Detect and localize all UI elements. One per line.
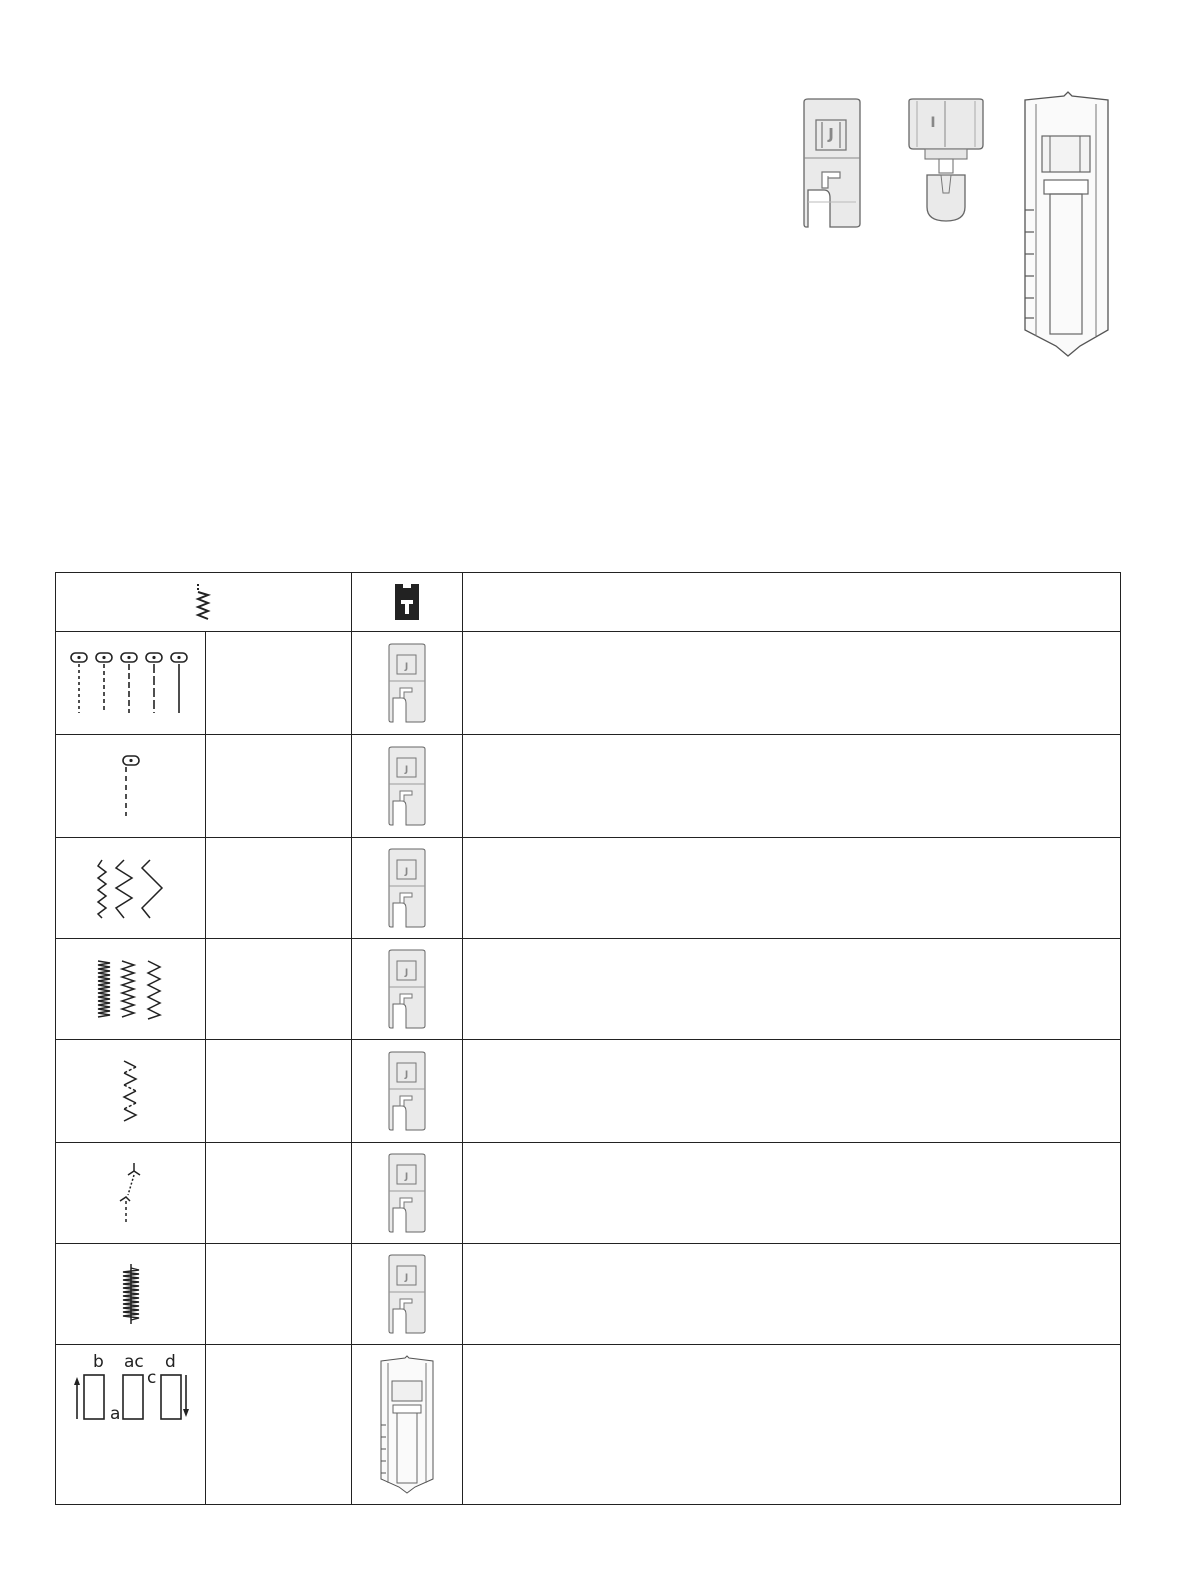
stitch-description [463, 975, 491, 1007]
description-cell [463, 735, 1121, 838]
step-label-a: a [109, 1404, 120, 1424]
presser-foot-j-icon [387, 746, 427, 826]
foot-letter: J [404, 867, 409, 877]
table-row [56, 939, 1121, 1040]
header-foot-cell [352, 573, 463, 632]
description-cell [463, 1040, 1121, 1143]
presser-foot-j-icon [387, 1254, 427, 1334]
stitch-icon-cell [56, 1040, 206, 1143]
buttonhole-foot-icon [377, 1355, 437, 1495]
buttonhole-foot-icon [1020, 90, 1112, 360]
stitch-name [206, 1077, 226, 1109]
foot-cell [352, 632, 463, 735]
step-label-c: c [146, 1368, 156, 1388]
presser-foot-j-icon [387, 643, 427, 723]
stitch-name-cell [206, 939, 352, 1040]
description-cell [463, 1244, 1121, 1345]
stitch-name-cell [206, 838, 352, 939]
table-row [56, 1143, 1121, 1244]
stitch-icon-cell [56, 632, 206, 735]
stitch-name-cell [206, 1143, 352, 1244]
foot-cell [352, 1143, 463, 1244]
blind-hem-stitch-icon [116, 1161, 146, 1225]
stitch-name [206, 1280, 226, 1312]
stitch-name-cell [206, 632, 352, 735]
presser-feet-illustrations [0, 0, 1191, 380]
stitch-description [463, 1077, 491, 1109]
presser-foot-i-icon [905, 97, 987, 225]
table-header-row [56, 573, 1121, 632]
stitch-name-cell [206, 1244, 352, 1345]
foot-cell [352, 939, 463, 1040]
stitch-icon-cell [56, 1345, 206, 1505]
stitch-description [463, 874, 491, 906]
foot-letter: J [404, 1172, 409, 1182]
description-cell [463, 939, 1121, 1040]
presser-foot-j-icon [387, 1153, 427, 1233]
header-stitch-cell [56, 573, 352, 632]
multi-step-zigzag-icon [116, 1059, 146, 1123]
table-row [56, 838, 1121, 939]
foot-cell [352, 1345, 463, 1505]
triple-straight-stitch-icon [119, 754, 143, 818]
stitch-table [55, 572, 1121, 1505]
stitch-name [206, 1410, 226, 1442]
stitch-name-cell [206, 735, 352, 838]
overcast-stitch-icon [116, 1262, 146, 1326]
stitch-description [463, 669, 491, 701]
stitch-name [206, 874, 226, 906]
stitch-description [463, 1280, 491, 1312]
presser-foot-icon [393, 582, 421, 622]
step-label-ac: ac [123, 1353, 144, 1372]
foot-letter: J [828, 125, 834, 143]
description-cell [463, 838, 1121, 939]
presser-foot-j-icon [387, 848, 427, 928]
presser-foot-j-icon [800, 98, 864, 230]
foot-cell [352, 1244, 463, 1345]
foot-cell [352, 735, 463, 838]
stitch-name [206, 975, 226, 1007]
stitch-name-cell [206, 1345, 352, 1505]
foot-letter: I [930, 115, 936, 131]
stitch-name [206, 669, 226, 701]
description-cell [463, 632, 1121, 735]
presser-foot-j-icon [387, 949, 427, 1029]
stitch-name [206, 1179, 226, 1211]
description-cell [463, 1345, 1121, 1505]
header-description-cell [463, 573, 1121, 632]
dense-zigzag-icon [96, 957, 166, 1021]
zigzag-stitch-icon [194, 582, 214, 622]
stitch-icon-cell [56, 735, 206, 838]
stitch-name-cell [206, 1040, 352, 1143]
foot-letter: J [404, 968, 409, 978]
buttonhole-steps-icon [71, 1353, 191, 1425]
presser-foot-j-icon [387, 1051, 427, 1131]
stitch-description [463, 1410, 491, 1442]
zigzag-widths-icon [96, 856, 166, 920]
step-label-b: b [92, 1353, 104, 1372]
foot-letter: J [404, 1070, 409, 1080]
stitch-description [463, 772, 491, 804]
description-cell [463, 1143, 1121, 1244]
foot-cell [352, 1040, 463, 1143]
foot-letter: J [404, 662, 409, 672]
foot-letter: J [404, 765, 409, 775]
straight-stitch-needle-positions-icon [69, 651, 193, 715]
stitch-icon-cell [56, 1143, 206, 1244]
stitch-icon-cell [56, 939, 206, 1040]
stitch-description [463, 1179, 491, 1211]
table-row [56, 1345, 1121, 1505]
stitch-icon-cell [56, 838, 206, 939]
stitch-name [206, 772, 226, 804]
table-row [56, 1244, 1121, 1345]
table-row [56, 632, 1121, 735]
stitch-icon-cell [56, 1244, 206, 1345]
table-row [56, 735, 1121, 838]
description-header-label [778, 588, 806, 620]
foot-cell [352, 838, 463, 939]
step-label-d: d [164, 1353, 176, 1372]
table-row [56, 1040, 1121, 1143]
foot-letter: J [404, 1273, 409, 1283]
